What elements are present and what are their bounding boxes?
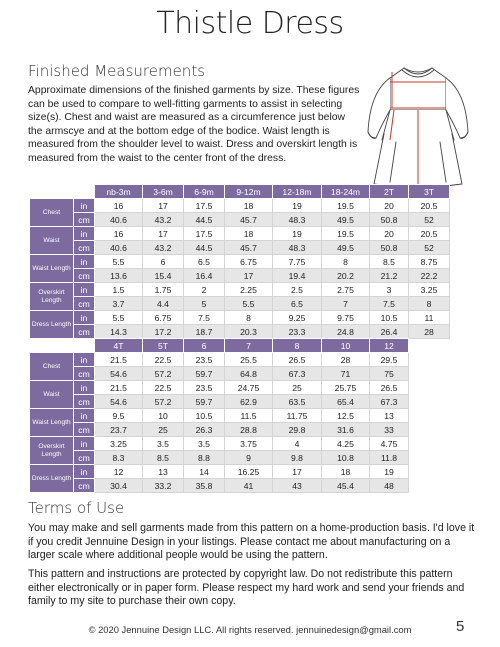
measurement-value: 19 <box>273 227 322 241</box>
measurement-value: 16 <box>95 199 143 213</box>
measurement-value: 48 <box>370 479 409 493</box>
measurement-value: 17 <box>143 199 184 213</box>
measurement-value: 8 <box>409 297 450 311</box>
size-header: 12-18m <box>273 185 322 199</box>
measurement-value: 11.5 <box>225 409 273 423</box>
size-header: 3T <box>409 185 450 199</box>
size-table-large <box>29 338 409 493</box>
table-row <box>30 227 450 241</box>
measurement-value: 2 <box>184 283 225 297</box>
measurement-value: 35.8 <box>184 479 225 493</box>
measurement-value: 22.5 <box>143 353 184 367</box>
corner-blank <box>74 185 95 199</box>
measurement-value: 11.8 <box>370 451 409 465</box>
measurement-value: 49.5 <box>322 241 370 255</box>
table-row <box>30 283 450 297</box>
table-row <box>30 269 450 283</box>
size-header: 18-24m <box>322 185 370 199</box>
measurement-value: 67.3 <box>273 367 322 381</box>
unit-label: cm <box>74 367 95 381</box>
measurement-value: 20 <box>370 199 409 213</box>
table-row <box>30 199 450 213</box>
measurement-label: Dress Length <box>30 465 74 493</box>
measurement-value: 43 <box>273 479 322 493</box>
table-row <box>30 437 409 451</box>
measurement-value: 16.4 <box>184 269 225 283</box>
size-header: 8 <box>273 339 322 353</box>
measurement-value: 4.25 <box>322 437 370 451</box>
table-row <box>30 255 450 269</box>
measurement-value: 24.75 <box>225 381 273 395</box>
measurement-value: 31.6 <box>322 423 370 437</box>
measurement-value: 19.4 <box>273 269 322 283</box>
measurement-value: 7.75 <box>273 255 322 269</box>
finished-measurements-paragraph: Approximate dimensions of the finished garments by size. These figures can be used to compare to well-fitting garments to assist in selecting size(s). Chest and waist are measured as a circumference just below the armscye and at the bottom edge of the bodice. Waist length is measured from the shoulder level to waist. Dress and overskirt length is measured from the waist to the center front of the dress. <box>28 85 360 164</box>
measurement-value: 65.4 <box>322 395 370 409</box>
measurement-label: Chest <box>30 353 74 381</box>
measurement-value: 30.4 <box>95 479 143 493</box>
measurement-value: 2.5 <box>273 283 322 297</box>
measurement-value: 7 <box>322 297 370 311</box>
measurement-value: 18.7 <box>184 325 225 339</box>
measurement-value: 75 <box>370 367 409 381</box>
measurement-value: 8.5 <box>143 451 184 465</box>
measurement-value: 50.8 <box>370 241 409 255</box>
measurement-value: 13.6 <box>95 269 143 283</box>
unit-label: cm <box>74 297 95 311</box>
table-row <box>30 297 450 311</box>
measurement-value: 4.75 <box>370 437 409 451</box>
measurement-value: 22.2 <box>409 269 450 283</box>
measurement-value: 5.5 <box>95 255 143 269</box>
measurement-value: 1.5 <box>95 283 143 297</box>
measurement-value: 21.5 <box>95 353 143 367</box>
measurement-value: 25.75 <box>322 381 370 395</box>
table-row <box>30 451 409 465</box>
measurement-value: 7.5 <box>370 297 409 311</box>
measurement-value: 19 <box>370 465 409 479</box>
measurement-value: 49.5 <box>322 213 370 227</box>
measurement-value: 3.5 <box>143 437 184 451</box>
measurement-value: 57.2 <box>143 395 184 409</box>
terms-paragraph-1: You may make and sell garments made from this pattern on a home-production basis. I'd love it if you credit Jennuine Design in your listings. Please contact me about manufacturing on a larger scale where additional people would be using the pattern. <box>28 522 475 561</box>
footer-copyright: © 2020 Jennuine Design LLC. All rights reserved. jennuinedesign@gmail.com <box>88 624 412 635</box>
measurement-value: 26.4 <box>370 325 409 339</box>
unit-label: in <box>74 465 95 479</box>
measurement-value: 21.2 <box>370 269 409 283</box>
measurement-value: 5.5 <box>225 297 273 311</box>
measurement-value: 43.2 <box>143 213 184 227</box>
measurement-value: 23.7 <box>95 423 143 437</box>
measurement-value: 14 <box>184 465 225 479</box>
measurement-label: Dress Length <box>30 311 74 339</box>
table-row <box>30 381 409 395</box>
measurement-label: Overskirt Length <box>30 283 74 311</box>
unit-label: in <box>74 437 95 451</box>
corner-blank <box>30 185 74 199</box>
measurement-value: 63.5 <box>273 395 322 409</box>
measurement-label: Waist <box>30 227 74 255</box>
measurement-value: 52 <box>409 213 450 227</box>
table-row <box>30 213 450 227</box>
measurement-value: 40.6 <box>95 241 143 255</box>
unit-label: cm <box>74 479 95 493</box>
measurement-value: 28.8 <box>225 423 273 437</box>
measurement-value: 13 <box>143 465 184 479</box>
measurement-value: 45.7 <box>225 213 273 227</box>
unit-label: in <box>74 353 95 367</box>
size-header: 2T <box>370 185 409 199</box>
measurement-label: Chest <box>30 199 74 227</box>
measurement-value: 20.2 <box>322 269 370 283</box>
measurement-label: Overskirt Length <box>30 437 74 465</box>
measurement-value: 6.5 <box>184 255 225 269</box>
unit-label: cm <box>74 213 95 227</box>
measurement-value: 18 <box>322 465 370 479</box>
measurement-value: 29.8 <box>273 423 322 437</box>
table-row <box>30 367 409 381</box>
measurement-value: 9 <box>225 451 273 465</box>
measurement-value: 23.5 <box>184 381 225 395</box>
unit-label: in <box>74 255 95 269</box>
measurement-value: 18 <box>225 227 273 241</box>
measurement-value: 8.5 <box>370 255 409 269</box>
measurement-value: 8.3 <box>95 451 143 465</box>
measurement-value: 3 <box>370 283 409 297</box>
measurement-value: 10.8 <box>322 451 370 465</box>
size-header: 10 <box>322 339 370 353</box>
measurement-value: 59.7 <box>184 395 225 409</box>
measurement-value: 8.75 <box>409 255 450 269</box>
size-header-row <box>30 339 409 353</box>
measurement-value: 25 <box>273 381 322 395</box>
measurement-value: 19.5 <box>322 199 370 213</box>
measurement-value: 17.5 <box>184 199 225 213</box>
unit-label: in <box>74 381 95 395</box>
measurement-value: 6 <box>143 255 184 269</box>
table-row <box>30 423 409 437</box>
measurement-label: Waist Length <box>30 409 74 437</box>
terms-of-use-heading: Terms of Use <box>28 499 125 517</box>
measurement-value: 45.4 <box>322 479 370 493</box>
measurement-value: 33 <box>370 423 409 437</box>
table-row <box>30 479 409 493</box>
measurement-value: 29.5 <box>370 353 409 367</box>
measurement-value: 19.5 <box>322 227 370 241</box>
size-header: 5T <box>143 339 184 353</box>
measurement-value: 15.4 <box>143 269 184 283</box>
measurement-value: 10.5 <box>184 409 225 423</box>
measurement-value: 18 <box>225 199 273 213</box>
measurement-value: 7.5 <box>184 311 225 325</box>
measurement-value: 3.5 <box>184 437 225 451</box>
unit-label: in <box>74 199 95 213</box>
corner-blank <box>30 339 74 353</box>
measurement-value: 20 <box>370 227 409 241</box>
measurement-value: 54.6 <box>95 395 143 409</box>
size-header: nb-3m <box>95 185 143 199</box>
measurement-value: 4 <box>273 437 322 451</box>
measurement-value: 45.7 <box>225 241 273 255</box>
measurement-value: 8.8 <box>184 451 225 465</box>
table-row <box>30 353 409 367</box>
measurement-value: 20.5 <box>409 199 450 213</box>
size-header-row <box>30 185 450 199</box>
measurement-value: 57.2 <box>143 367 184 381</box>
measurement-value: 28 <box>409 325 450 339</box>
measurement-value: 25 <box>143 423 184 437</box>
unit-label: in <box>74 227 95 241</box>
table-row <box>30 409 409 423</box>
measurement-value: 5.5 <box>95 311 143 325</box>
measurement-value: 17.5 <box>184 227 225 241</box>
measurement-value: 9.75 <box>322 311 370 325</box>
size-header: 6-9m <box>184 185 225 199</box>
terms-paragraph-2: This pattern and instructions are protected by copyright law. Do not redistribute this pattern either electronically or in paper form. Please respect my hard work and send your friends and family to my site to purchase their own copy. <box>28 568 465 607</box>
measurement-value: 3.25 <box>409 283 450 297</box>
measurement-value: 6.75 <box>225 255 273 269</box>
size-header: 6 <box>184 339 225 353</box>
measurement-value: 10 <box>143 409 184 423</box>
unit-label: in <box>74 409 95 423</box>
measurement-value: 43.2 <box>143 241 184 255</box>
measurement-value: 64.8 <box>225 367 273 381</box>
measurement-value: 9.25 <box>273 311 322 325</box>
measurement-value: 2.25 <box>225 283 273 297</box>
measurement-label: Waist <box>30 381 74 409</box>
dress-illustration <box>360 62 476 190</box>
measurement-value: 44.5 <box>184 213 225 227</box>
page-number: 5 <box>456 618 465 635</box>
measurement-value: 4.4 <box>143 297 184 311</box>
size-header: 4T <box>95 339 143 353</box>
size-table-small <box>29 184 450 339</box>
measurement-value: 48.3 <box>273 213 322 227</box>
measurement-value: 13 <box>370 409 409 423</box>
measurement-value: 26.3 <box>184 423 225 437</box>
measurement-value: 52 <box>409 241 450 255</box>
measurement-value: 8 <box>225 311 273 325</box>
measurement-value: 17 <box>273 465 322 479</box>
measurement-value: 20.3 <box>225 325 273 339</box>
table-row <box>30 465 409 479</box>
measurement-value: 6.75 <box>143 311 184 325</box>
measurement-value: 3.75 <box>225 437 273 451</box>
measurement-value: 40.6 <box>95 213 143 227</box>
measurement-value: 10.5 <box>370 311 409 325</box>
unit-label: in <box>74 283 95 297</box>
size-header: 9-12m <box>225 185 273 199</box>
measurement-value: 9.8 <box>273 451 322 465</box>
measurement-value: 54.6 <box>95 367 143 381</box>
unit-label: cm <box>74 395 95 409</box>
measurement-value: 20.5 <box>409 227 450 241</box>
table-row <box>30 241 450 255</box>
measurement-value: 6.5 <box>273 297 322 311</box>
unit-label: cm <box>74 325 95 339</box>
measurement-value: 59.7 <box>184 367 225 381</box>
measurement-value: 14.3 <box>95 325 143 339</box>
measurement-value: 9.5 <box>95 409 143 423</box>
measurement-value: 26.5 <box>273 353 322 367</box>
table-row <box>30 311 450 325</box>
measurement-value: 48.3 <box>273 241 322 255</box>
size-header: 12 <box>370 339 409 353</box>
finished-measurements-heading: Finished Measurements <box>28 62 206 80</box>
page-title: Thistle Dress <box>156 6 344 41</box>
table-row <box>30 395 409 409</box>
measurement-value: 23.5 <box>184 353 225 367</box>
measurement-value: 16.25 <box>225 465 273 479</box>
measurement-value: 17 <box>143 227 184 241</box>
measurement-value: 28 <box>322 353 370 367</box>
measurement-value: 1.75 <box>143 283 184 297</box>
measurement-value: 19 <box>273 199 322 213</box>
measurement-value: 41 <box>225 479 273 493</box>
measurement-value: 22.5 <box>143 381 184 395</box>
unit-label: in <box>74 311 95 325</box>
measurement-value: 11 <box>409 311 450 325</box>
measurement-value: 23.3 <box>273 325 322 339</box>
measurement-value: 11.75 <box>273 409 322 423</box>
measurement-value: 67.3 <box>370 395 409 409</box>
unit-label: cm <box>74 423 95 437</box>
table-row <box>30 325 450 339</box>
measurement-value: 12.5 <box>322 409 370 423</box>
measurement-value: 16 <box>95 227 143 241</box>
measurement-value: 17 <box>225 269 273 283</box>
measurement-value: 26.5 <box>370 381 409 395</box>
measurement-value: 2.75 <box>322 283 370 297</box>
measurement-value: 5 <box>184 297 225 311</box>
measurement-value: 33.2 <box>143 479 184 493</box>
measurement-value: 62.9 <box>225 395 273 409</box>
unit-label: cm <box>74 269 95 283</box>
measurement-value: 71 <box>322 367 370 381</box>
measurement-value: 50.8 <box>370 213 409 227</box>
unit-label: cm <box>74 241 95 255</box>
measurement-value: 24.8 <box>322 325 370 339</box>
measurement-value: 21.5 <box>95 381 143 395</box>
corner-blank <box>74 339 95 353</box>
measurement-value: 44.5 <box>184 241 225 255</box>
measurement-value: 3.25 <box>95 437 143 451</box>
measurement-value: 17.2 <box>143 325 184 339</box>
measurement-value: 12 <box>95 465 143 479</box>
unit-label: cm <box>74 451 95 465</box>
measurement-label: Waist Length <box>30 255 74 283</box>
measurement-value: 3.7 <box>95 297 143 311</box>
size-header: 7 <box>225 339 273 353</box>
measurement-value: 8 <box>322 255 370 269</box>
measurement-value: 25.5 <box>225 353 273 367</box>
size-header: 3-6m <box>143 185 184 199</box>
